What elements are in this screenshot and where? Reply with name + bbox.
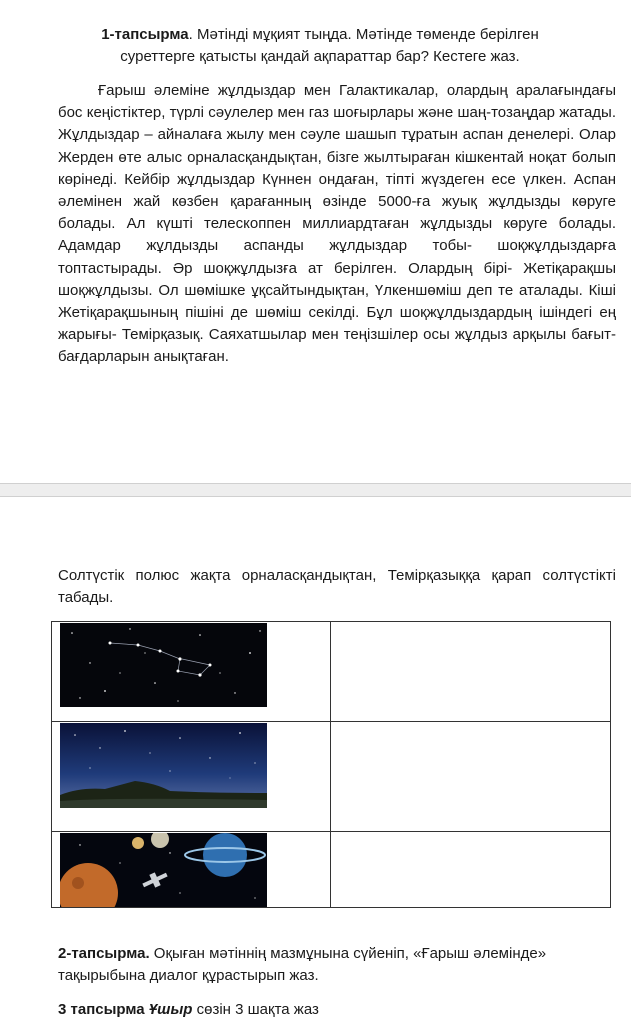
page2-paragraph: Солтүстік полюс жақта орналасқандықтан, Темірқазыққа қарап солтүстікті табады. <box>58 567 616 606</box>
table-row <box>52 622 611 722</box>
task3-keyword: Ұшыр <box>148 1001 193 1018</box>
task1-heading <box>80 24 560 68</box>
main-text: Ғарыш әлеміне жұлдыздар мен Галактикалар, олардың аралағындағы бос кеңістіктер, түрлі сәулелер мен газ шоғырлары және шаң-тозаңдар жатады. Жұлдыздар – айналаға жылу мен сәуле шашып тұратын аспан денелері. Олар Жерден өте алыс орналасқандықтан, бізге жылтыраған кішкентай ноқат болып көрінеді. Кейбір жұлдыздар Күннен ондаған, тіпті жүздеген есе үлкен. Аспан әлемінен жай көзбен қарағанның өзінде 5000-ға жуық жұлдызды көруге болады. Ал күшті телескоппен миллиардтаған жұлдызды көруге болады. Адамдар жұлдызды аспанды жұлдыздар тобы- шоқжұлдыздарға топтастырады. Әр шоқжұлдызға ат берілген. Олардың бірі- Жетіқарақшы шоқжұлдызы. Ол шөмішке ұқсайтындықтан, Үлкеншөміш деп те аталады. Кіші Жетіқарақшының пішіні де шөміш секілді. Бұл шоқжұлдыздардың ішіндегі ең жарығы- Темірқазық. Саяхатшылар мен теңізшілер осы жұлдыз арқылы бағыт-бағдарларын анықтаған. <box>58 82 616 366</box>
task2-paragraph <box>58 943 618 987</box>
table-answer-cell[interactable] <box>330 622 610 722</box>
table-row <box>52 722 611 832</box>
constellation-image <box>60 623 267 707</box>
table-answer-cell[interactable] <box>330 722 610 832</box>
task3-paragraph <box>58 999 618 1021</box>
space-planets-image <box>60 833 267 907</box>
table-row <box>52 832 611 908</box>
page-separator <box>0 483 631 497</box>
table-image-cell <box>52 622 331 722</box>
task1-label: 1-тапсырма <box>101 26 189 43</box>
night-sky-image <box>60 723 267 808</box>
task3-label: 3 тапсырма <box>58 1001 149 1018</box>
task1-instruction: . Мәтінді мұқият тыңда. Мәтінде төменде берілген суреттерге қатысты қандай ақпараттар бар? Кестеге жаз. <box>120 26 539 65</box>
table-image-cell <box>52 832 331 908</box>
task2-label: 2-тапсырма. <box>58 945 150 962</box>
task2-text: Оқыған мәтіннің мазмұнына сүйеніп, «Ғарыш әлемінде» тақырыбына диалог құрастырып жаз. <box>58 945 547 984</box>
table-image-cell <box>52 722 331 832</box>
task3-text: сөзін 3 шақта жаз <box>192 1001 319 1018</box>
table-answer-cell[interactable] <box>330 832 610 908</box>
answer-table <box>51 621 611 908</box>
